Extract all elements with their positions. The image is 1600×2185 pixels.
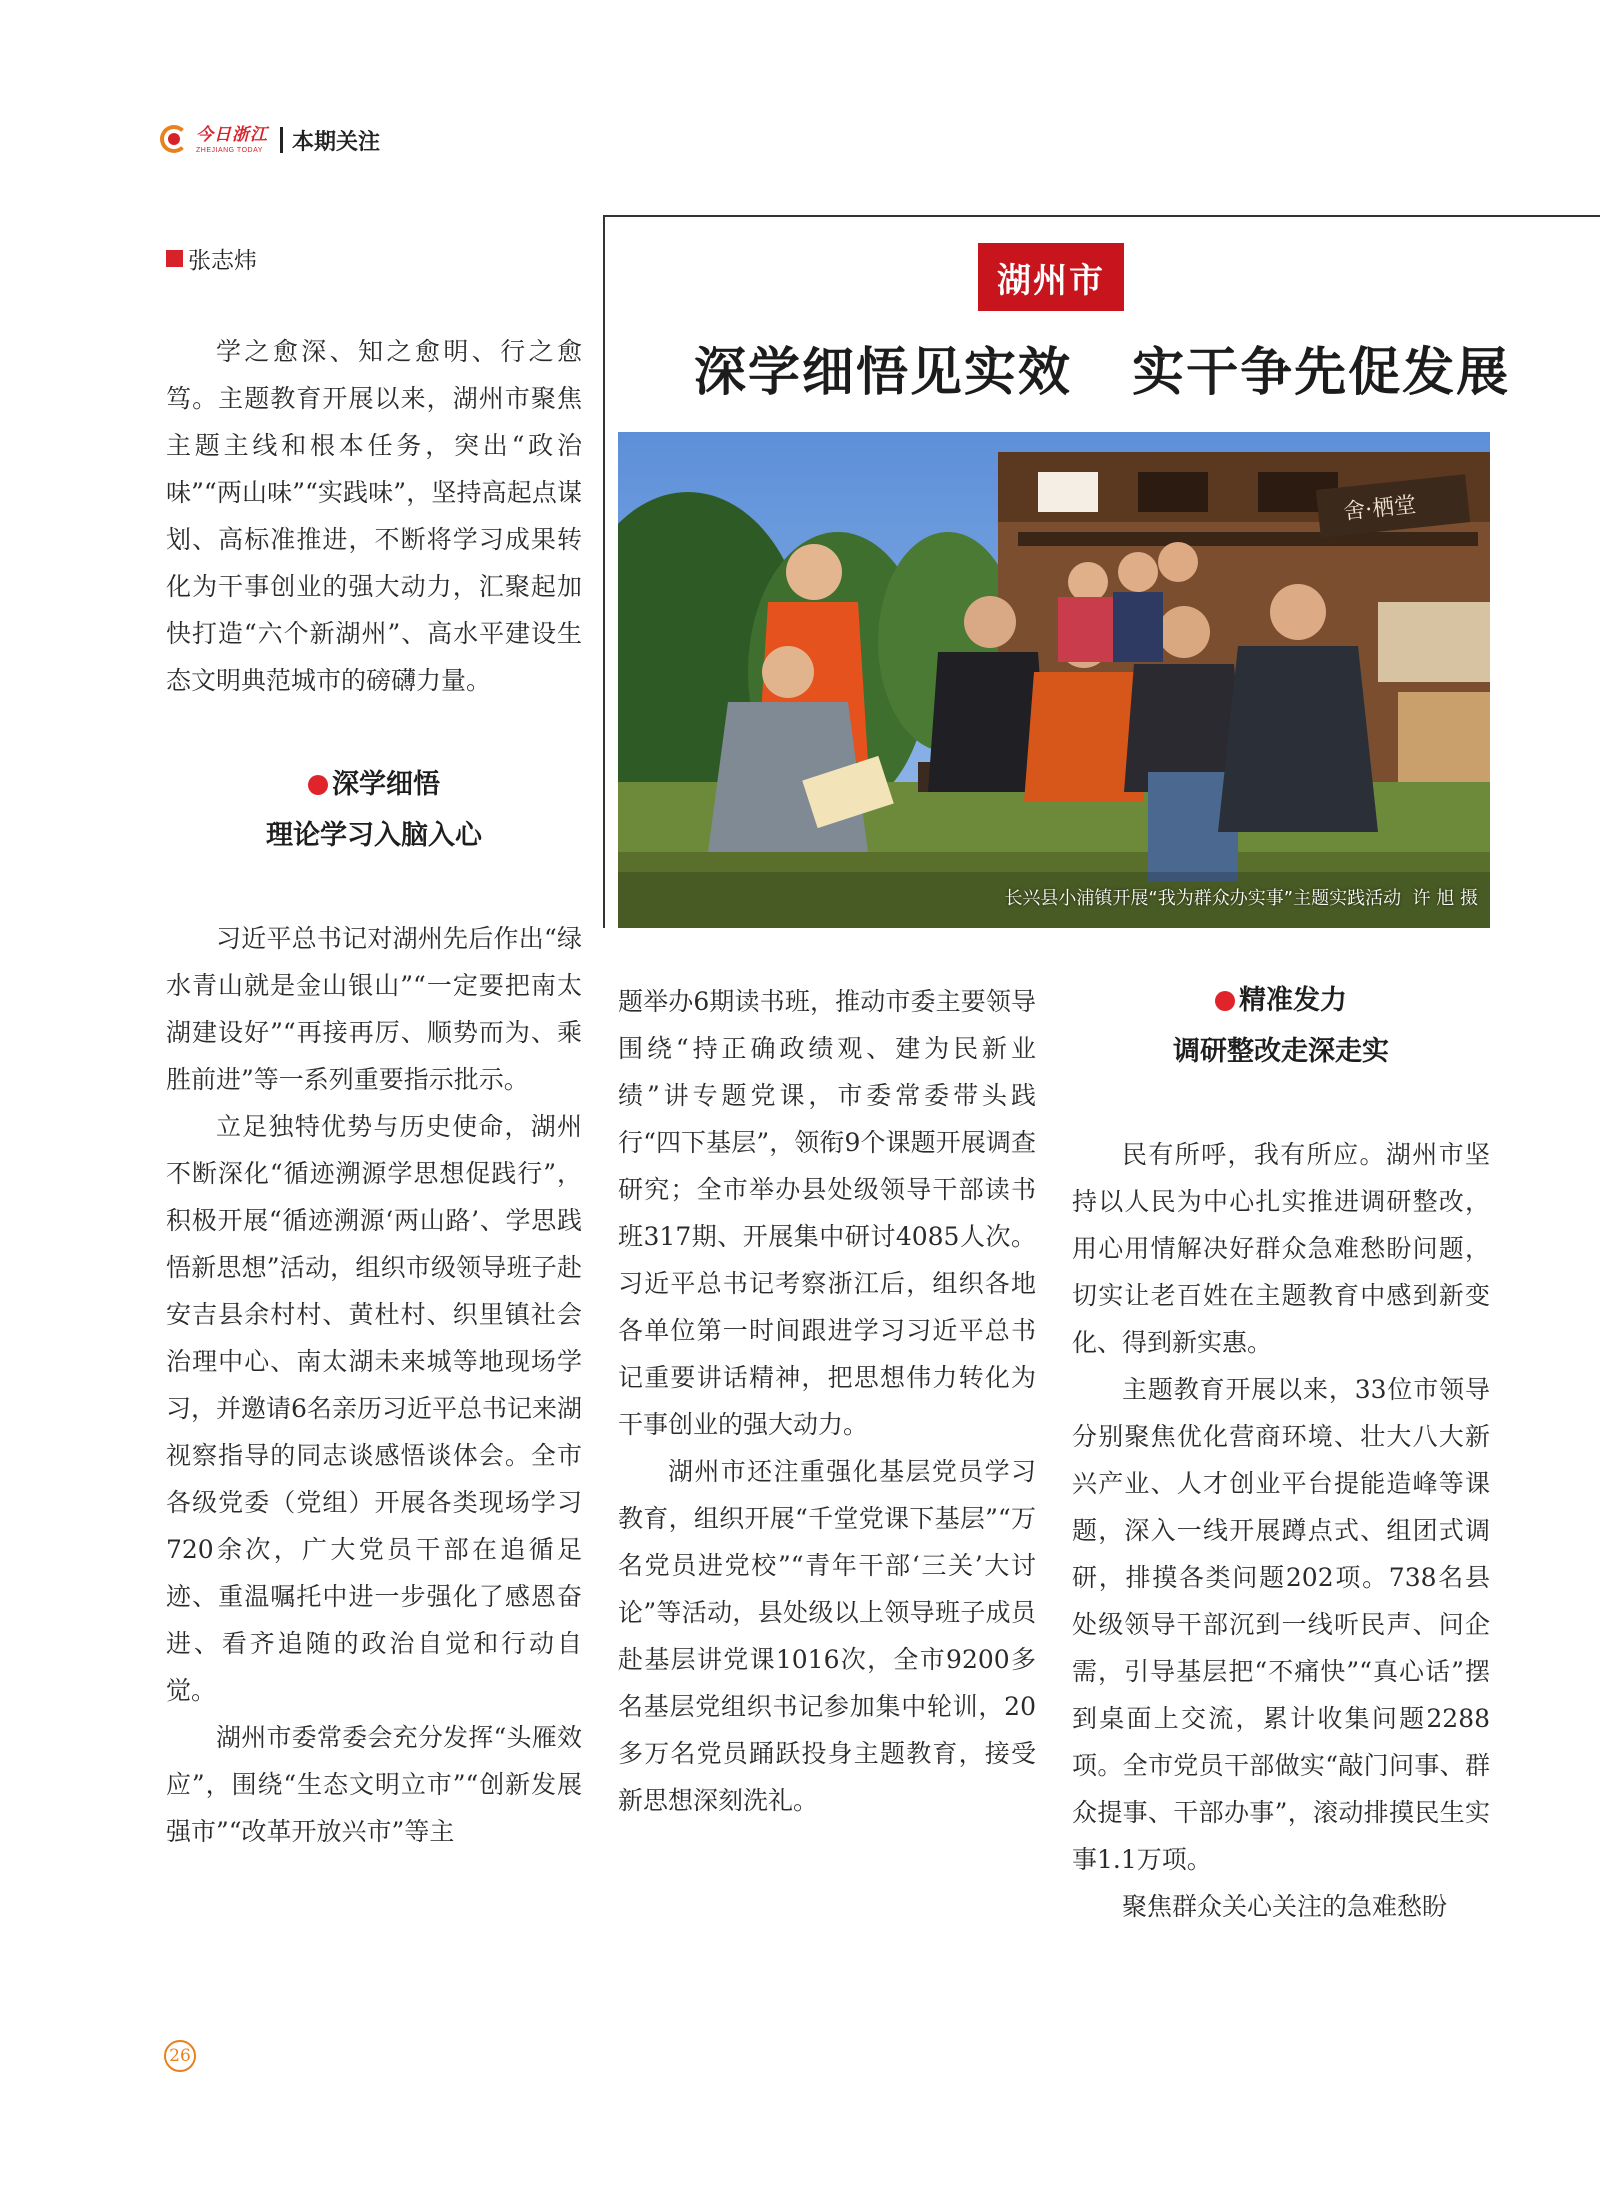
red-dot-icon bbox=[308, 775, 328, 795]
section1-heading bbox=[166, 760, 582, 862]
photo-sign-text: 舍·栖堂 bbox=[1342, 492, 1418, 526]
paragraph: 习近平总书记对湖州先后作出“绿水青山就是金山银山”“一定要把南太湖建设好”“再接再厉、顺势而为、乘胜前进”等一系列重要指示批示。 bbox=[166, 924, 582, 1094]
caption-text: 长兴县小浦镇开展“我为群众办实事”主题实践活动 bbox=[1004, 888, 1402, 909]
paragraph: 聚焦群众关心关注的急难愁盼 bbox=[1122, 1892, 1448, 1921]
column-2-body bbox=[618, 978, 1036, 1824]
section1-subtitle: 理论学习入脑入心 bbox=[266, 820, 482, 851]
article-photo bbox=[618, 432, 1490, 928]
photo-credit: 许 旭 摄 bbox=[1412, 888, 1478, 909]
frame-top-rule bbox=[603, 215, 1600, 217]
red-dot-icon bbox=[1215, 991, 1235, 1011]
headline: 深学细悟见实效 实干争先促发展 bbox=[693, 342, 1511, 403]
paragraph: 主题教育开展以来，33位市领导分别聚焦优化营商环境、壮大八大新兴产业、人才创业平台提能造峰等课题，深入一线开展蹲点式、组团式调研，排摸各类问题202项。738名县处级领导干部沉到一线听民声、问企需，引导基层把“不痛快”“真心话”摆到桌面上交流，累计收集问题2288项。全市党员干部做实“敲门问事、群众提事、干部办事”，滚动排摸民生实事1.1万项。 bbox=[1072, 1375, 1490, 1874]
photo-caption bbox=[638, 884, 1478, 910]
square-bullet-icon bbox=[166, 250, 183, 267]
photo-illustration bbox=[618, 432, 1490, 928]
paragraph: 立足独特优势与历史使命，湖州不断深化“循迹溯源学思想促践行”，积极开展“循迹溯源‘两山路’、学思践悟新思想”活动，组织市级领导班子赴安吉县余村村、黄杜村、织里镇社会治理中心、南太湖未来城等地现场学习，并邀请6名亲历习近平总书记来湖视察指导的同志谈感悟谈体会。全市各级党委（党组）开展各类现场学习720余次，广大党员干部在追循足迹、重温嘱托中进一步强化了感恩奋进、看齐追随的政治自觉和行动自觉。 bbox=[166, 1112, 582, 1705]
city-tag: 湖州市 bbox=[978, 243, 1124, 311]
intro-block bbox=[166, 328, 582, 704]
frame-left-rule bbox=[603, 215, 605, 928]
byline bbox=[166, 242, 257, 275]
section2-heading bbox=[1072, 976, 1490, 1078]
paragraph: 题举办6期读书班，推动市委主要领导围绕“持正确政绩观、建为民新业绩”讲专题党课，市委常委带头践行“四下基层”，领衔9个课题开展调查研究；全市举办县处级领导干部读书班317期、开展集中研讨4085人次。习近平总书记考察浙江后，组织各地各单位第一时间跟进学习习近平总书记重要讲话精神，把思想伟力转化为干事创业的强大动力。 bbox=[618, 987, 1036, 1439]
logo bbox=[196, 124, 268, 154]
section2-subtitle: 调研整改走深走实 bbox=[1173, 1036, 1389, 1067]
section-label: 本期关注 bbox=[292, 129, 381, 155]
logo-en: ZHEJIANG TODAY bbox=[196, 146, 263, 154]
paragraph: 湖州市委常委会充分发挥“头雁效应”，围绕“生态文明立市”“创新发展强市”“改革开放兴市”等主 bbox=[166, 1723, 582, 1846]
paragraph: 湖州市还注重强化基层党员学习教育，组织开展“千堂党课下基层”“万名党员进党校”“青年干部‘三关’大讨论”等活动，县处级以上领导班子成员赴基层讲党课1016次，全市9200多名基层党组织书记参加集中轮训，20多万名党员踊跃投身主题教育，接受新思想深刻洗礼。 bbox=[618, 1457, 1036, 1815]
masthead bbox=[160, 122, 380, 158]
column-3-body bbox=[1072, 1131, 1490, 1930]
paragraph: 民有所呼，我有所应。湖州市坚持以人民为中心扎实推进调研整改，用心用情解决好群众急难愁盼问题，切实让老百姓在主题教育中感到新变化、得到新实惠。 bbox=[1072, 1140, 1490, 1357]
section2-title: 精准发力 bbox=[1239, 985, 1347, 1016]
header-divider bbox=[280, 127, 283, 153]
intro-paragraph: 学之愈深、知之愈明、行之愈笃。主题教育开展以来，湖州市聚焦主题主线和根本任务，突出“政治味”“两山味”“实践味”，坚持高起点谋划、高标准推进，不断将学习成果转化为干事创业的强大动力，汇聚起加快打造“六个新湖州”、高水平建设生态文明典范城市的磅礴力量。 bbox=[166, 337, 582, 695]
author-name: 张志炜 bbox=[188, 248, 257, 274]
logo-icon bbox=[160, 125, 190, 155]
page-number: 26 bbox=[164, 2040, 196, 2072]
section1-title: 深学细悟 bbox=[332, 769, 440, 800]
column-1-body bbox=[166, 915, 582, 1855]
logo-cn: 今日浙江 bbox=[196, 124, 268, 145]
